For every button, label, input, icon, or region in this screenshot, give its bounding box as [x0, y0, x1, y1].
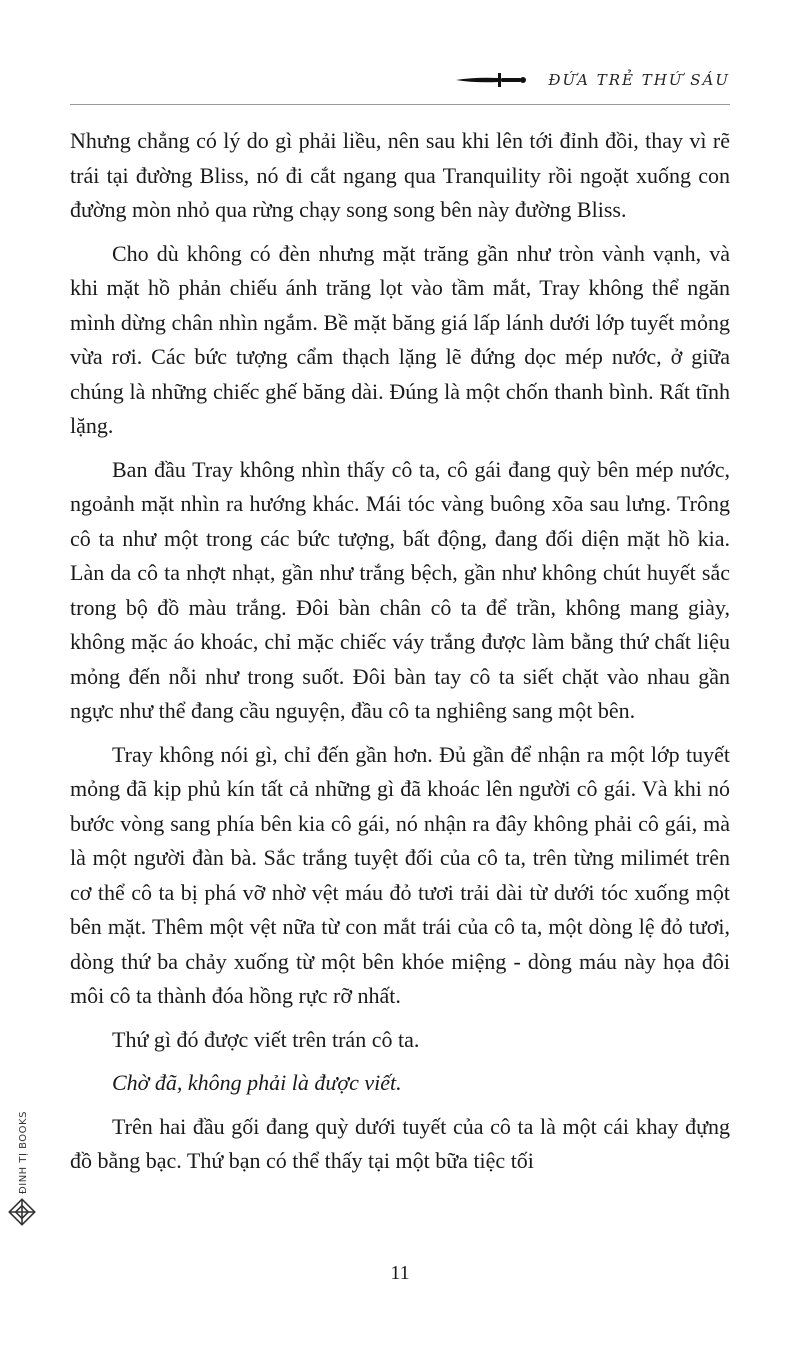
running-header: [70, 64, 730, 96]
publisher-mark: [6, 1110, 38, 1230]
paragraph: Trên hai đầu gối đang quỳ dưới tuyết của cô ta là một cái khay đựng đồ bằng bạc. Thứ bạn có thể thấy tại một bữa tiệc tối: [70, 1113, 730, 1173]
paragraph: Tray không nói gì, chỉ đến gần hơn. Đủ gần để nhận ra một lớp tuyết mỏng đã kịp phủ kín tất cả những gì đã khoác lên người cô gái. Và khi nó bước vòng sang phía bên kia cô gái, nó nhận ra đây không phải cô gái, mà là một người đàn bà. Sắc trắng tuyệt đối của cô ta, trên từng milimét trên cơ thể cô ta bị phá vỡ nhờ vệt máu đỏ tươi trải dài từ dưới tóc xuống một bên mặt. Thêm một vệt nữa từ con mắt trái của cô ta, một dòng lệ đỏ tươi, dòng thứ ba chảy xuống từ một bên khóe miệng - dòng máu này họa đôi môi cô ta thành đóa hồng rực rỡ nhất.: [70, 741, 730, 1008]
page-number: 11: [390, 1262, 410, 1284]
paragraph: Ban đầu Tray không nhìn thấy cô ta, cô gái đang quỳ bên mép nước, ngoảnh mặt nhìn ra hướng khác. Mái tóc vàng buông xõa sau lưng. Trông cô ta như một trong các bức tượng, bất động, đang đối diện mặt hồ kia. Làn da cô ta nhợt nhạt, gần như trắng bệch, gần như không chút huyết sắc trong bộ đồ màu trắng. Đôi bàn chân cô ta để trần, không mang giày, không mặc áo khoác, chỉ mặc chiếc váy trắng được làm bằng thứ chất liệu mỏng đến nỗi như trong suốt. Đôi bàn tay cô ta siết chặt vào nhau gần ngực như thể đang cầu nguyện, đầu cô ta nghiêng sang một bên.: [70, 456, 730, 723]
paragraph-italic: Chờ đã, không phải là được viết.: [112, 1070, 402, 1095]
paragraph: Nhưng chẳng có lý do gì phải liều, nên sau khi lên tới đỉnh đồi, thay vì rẽ trái tại đường Bliss, nó đi cắt ngang qua Tranquility rồi ngoặt xuống con đường mòn nhỏ qua rừng chạy song song bên này đường Bliss.: [70, 128, 730, 222]
dinhti-logo-icon: [8, 1198, 36, 1226]
paragraph: Cho dù không có đèn nhưng mặt trăng gần như tròn vành vạnh, và khi mặt hồ phản chiếu ánh trăng lọt vào tầm mắt, Tray không thể ngăn mình dừng chân nhìn ngắm. Bề mặt băng giá lấp lánh dưới lớp tuyết mỏng vừa rơi. Các bức tượng cẩm thạch lặng lẽ đứng dọc mép nước, ở giữa chúng là những chiếc ghế băng dài. Đúng là một chốn thanh bình. Rất tĩnh lặng.: [70, 240, 730, 438]
paragraph: Thứ gì đó được viết trên trán cô ta.: [112, 1026, 420, 1052]
publisher-name: ĐINH TỊ BOOKS: [18, 1111, 29, 1194]
book-title: ĐỨA TRẺ THỨ SÁU: [548, 71, 730, 89]
header-divider: [70, 104, 730, 105]
dagger-icon: [454, 70, 530, 90]
page-body: [70, 124, 730, 1188]
